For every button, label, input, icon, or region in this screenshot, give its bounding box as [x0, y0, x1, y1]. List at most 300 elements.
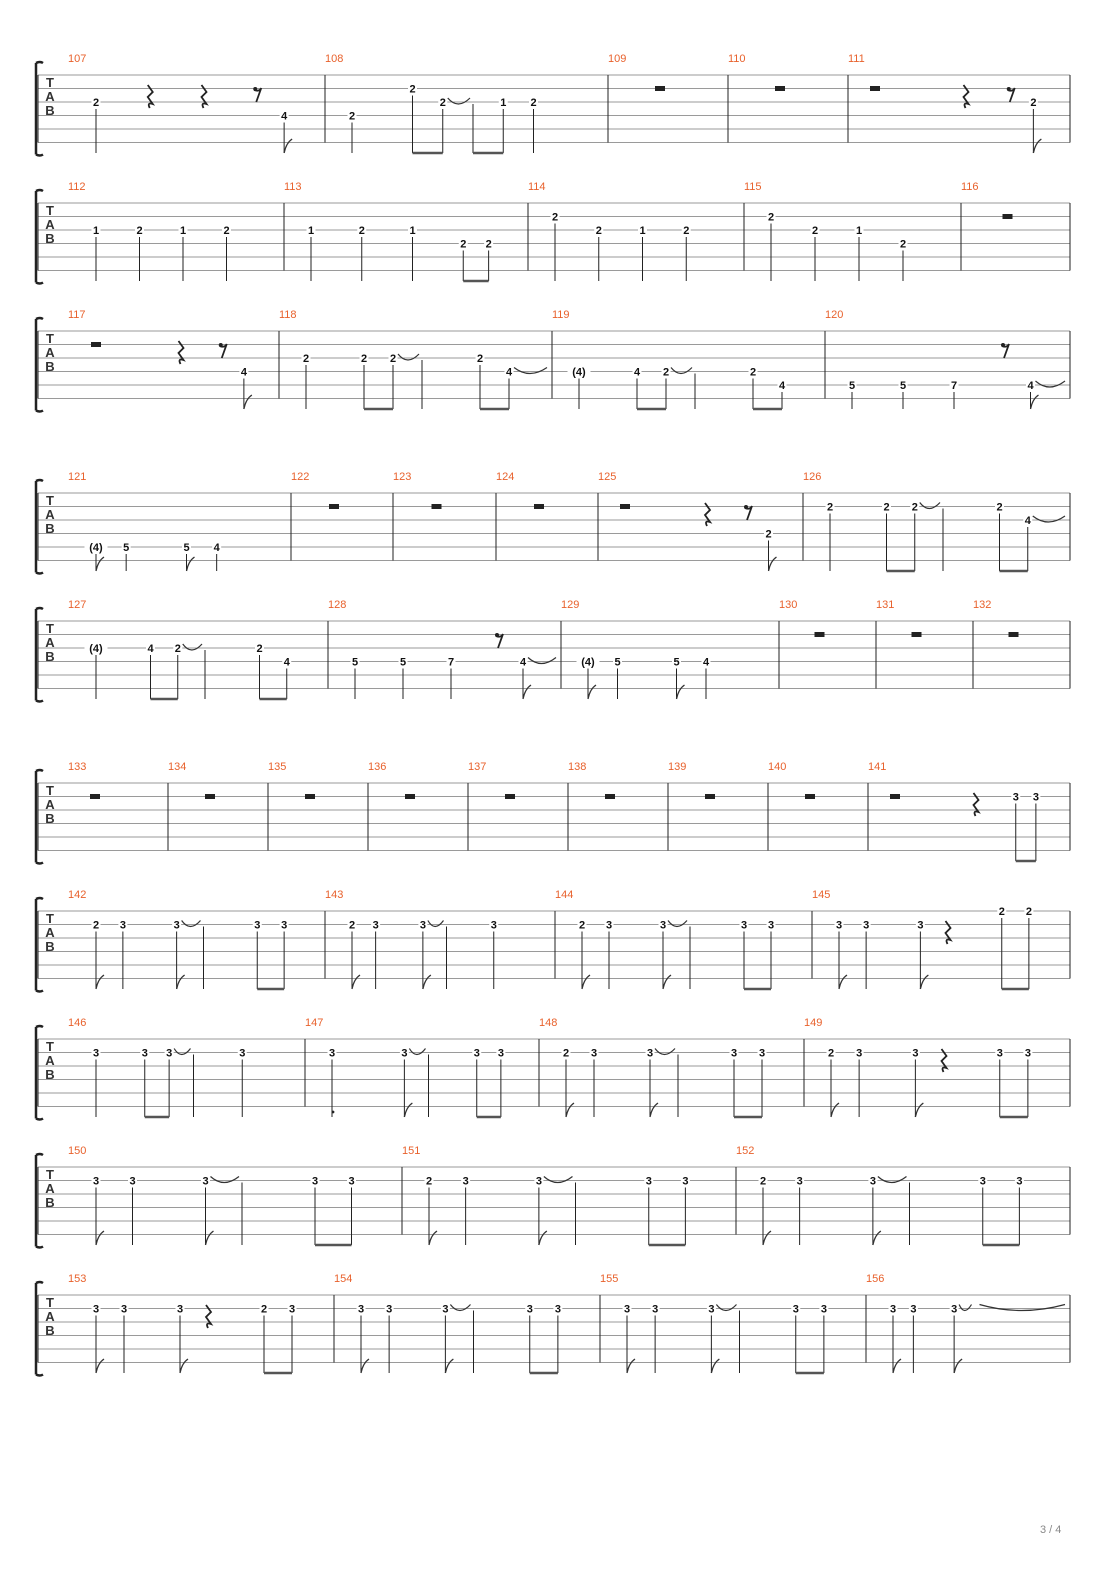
tie-arc	[716, 1305, 736, 1311]
tab-clef-letter: B	[45, 1195, 55, 1210]
measure	[334, 1273, 562, 1373]
tie-arc	[182, 921, 201, 927]
half-rest-block	[890, 794, 900, 799]
eighth-flag	[1031, 395, 1039, 409]
measure-number: 122	[291, 471, 310, 483]
fret-number: 3	[835, 919, 843, 932]
measure	[561, 599, 711, 699]
half-rest	[505, 794, 515, 799]
measure-number: 147	[305, 1017, 324, 1029]
fret-number: 3	[497, 1047, 504, 1060]
fret-number: 4	[778, 380, 786, 392]
fret-number: 2	[348, 110, 356, 123]
measure	[325, 889, 498, 989]
tab-clef-letter: B	[45, 103, 55, 118]
fret-number: 1	[855, 225, 863, 237]
tab-system	[36, 761, 1070, 864]
tab-system	[36, 309, 1070, 412]
measure-number: 133	[68, 761, 87, 773]
half-rest	[90, 794, 100, 799]
fret-number: 3	[92, 1047, 100, 1060]
tab-system	[36, 181, 1070, 284]
measure-number: 151	[402, 1145, 421, 1157]
fret-number: 1	[307, 225, 315, 237]
fret-number: 3	[605, 919, 613, 932]
tab-system	[36, 1273, 1070, 1376]
fret-number: 2	[765, 528, 772, 541]
measure-number: 153	[68, 1273, 87, 1285]
fret-number: 2	[92, 919, 100, 932]
fret-number: 3	[281, 919, 288, 932]
tab-clef-letter: T	[46, 493, 54, 508]
eighth-flag	[763, 1231, 771, 1245]
fret-number: 3	[863, 919, 870, 932]
half-rest-block	[912, 632, 922, 637]
fret-number: 3	[758, 1047, 766, 1060]
eighth-rest-stem	[1002, 344, 1009, 358]
tab-clef-letter: T	[46, 911, 54, 926]
measure	[728, 53, 785, 91]
measure-number: 149	[804, 1017, 823, 1029]
tie-arc	[1033, 516, 1065, 522]
fret-number: 3	[442, 1303, 449, 1316]
fret-number: 2	[92, 97, 100, 109]
measure	[598, 471, 777, 571]
fret-number: 3	[652, 1303, 659, 1316]
fret-number: 4	[283, 656, 290, 669]
eighth-flag	[539, 1231, 547, 1245]
fret-number: 5	[123, 542, 130, 554]
fret-number: 3	[659, 919, 667, 932]
fret-number: 4	[213, 542, 220, 554]
fret-number: 4	[505, 366, 513, 379]
fret-number: 3	[996, 1047, 1003, 1060]
measure	[284, 181, 493, 281]
measure	[68, 309, 252, 409]
measure	[600, 1273, 828, 1373]
fret-number: 4	[702, 656, 710, 669]
fret-number: 2	[578, 919, 586, 932]
measure	[68, 471, 221, 571]
eighth-flag	[677, 685, 685, 699]
measure-number: 115	[744, 181, 762, 193]
fret-number: 3	[708, 1303, 715, 1316]
half-rest	[329, 504, 339, 509]
eighth-flag	[873, 1231, 881, 1245]
measure-number: 134	[168, 761, 187, 773]
fret-number: 3	[645, 1175, 652, 1188]
eighth-flag	[1033, 139, 1041, 153]
fret-number: 3	[554, 1303, 561, 1316]
tab-clef-letter: T	[46, 783, 54, 798]
measure-number: 126	[803, 471, 822, 483]
measure-number: 136	[368, 761, 387, 773]
eighth-flag	[650, 1103, 658, 1117]
tie-arc	[671, 368, 692, 374]
fret-number: 3	[682, 1175, 689, 1188]
measure-number: 154	[334, 1273, 353, 1285]
fret-number: 3	[473, 1047, 480, 1060]
eighth-flag	[284, 139, 292, 153]
measure	[744, 181, 908, 281]
measure	[848, 53, 1041, 153]
eighth-flag	[244, 395, 252, 409]
eighth-rest-stem	[496, 634, 503, 648]
measure	[555, 889, 776, 989]
fret-number: 3	[646, 1047, 654, 1060]
half-rest	[534, 504, 544, 509]
fret-number: 2	[409, 83, 416, 96]
fret-number: 2	[827, 1047, 835, 1060]
fret-number: 2	[348, 919, 356, 932]
fret-number: 7	[950, 380, 958, 392]
fret-number: 1	[639, 225, 646, 237]
tab-clef-letter: T	[46, 1039, 54, 1054]
measure-number: 120	[825, 309, 844, 321]
fret-number: 2	[683, 225, 690, 237]
measure	[68, 1273, 297, 1373]
measure-number: 125	[598, 471, 617, 483]
measure-number: 129	[561, 599, 580, 611]
system-bracket	[36, 190, 43, 284]
tie-arc	[448, 98, 470, 104]
measure-number: 112	[68, 181, 86, 193]
tie-arc	[514, 368, 547, 374]
half-rest	[815, 632, 825, 637]
tab-clef-letter: A	[45, 797, 55, 812]
eighth-flag	[423, 975, 431, 989]
measure	[973, 599, 1019, 637]
system-bracket	[36, 318, 43, 412]
fret-number: 2	[389, 353, 397, 365]
measure	[668, 761, 715, 799]
fret-number: 3	[119, 919, 126, 932]
measure	[552, 309, 787, 409]
fret-number: 2	[998, 906, 1005, 918]
fret-number: 3	[92, 1175, 100, 1188]
fret-number: 3	[767, 919, 775, 932]
fret-number: 4	[633, 366, 641, 379]
fret-number: 3	[623, 1303, 631, 1316]
fret-number: 3	[590, 1047, 598, 1060]
measure-number: 140	[768, 761, 787, 773]
page-number: 3 / 4	[1040, 1524, 1062, 1536]
fret-number: 5	[899, 380, 907, 392]
half-rest-block	[505, 794, 515, 799]
fret-number: (4)	[572, 366, 586, 379]
fret-number: 2	[1030, 97, 1037, 109]
measure	[804, 1017, 1032, 1117]
fret-number: 3	[917, 919, 924, 932]
eighth-flag	[920, 975, 928, 989]
eighth-flag	[582, 975, 590, 989]
measure	[305, 1017, 505, 1117]
half-rest	[305, 794, 315, 799]
fret-number: 3	[1024, 1047, 1031, 1060]
measure-number: 139	[668, 761, 687, 773]
tab-clef-letter: A	[45, 925, 55, 940]
eighth-flag	[96, 975, 104, 989]
fret-number: 3	[490, 919, 497, 932]
half-rest	[870, 86, 880, 91]
half-rest	[405, 794, 415, 799]
fret-number: 3	[526, 1303, 533, 1316]
fret-number: 5	[399, 656, 407, 669]
fret-number: (4)	[89, 542, 103, 554]
fret-number: 3	[311, 1175, 319, 1188]
half-rest-block	[870, 86, 880, 91]
fret-number: 3	[979, 1175, 986, 1188]
tie-arc	[398, 354, 419, 360]
tab-clef-letter: A	[45, 635, 55, 650]
fret-number: 3	[730, 1047, 738, 1060]
eighth-flag	[769, 557, 777, 571]
system-bracket	[36, 770, 43, 864]
measure-number: 123	[393, 471, 412, 483]
eighth-flag	[187, 557, 195, 571]
eighth-flag	[445, 1359, 453, 1373]
measure-number: 113	[284, 181, 302, 193]
fret-number: 3	[1032, 791, 1039, 804]
fret-number: 5	[183, 542, 190, 554]
fret-number: 1	[500, 97, 507, 109]
measure-number: 121	[68, 471, 87, 483]
fret-number: 2	[911, 501, 918, 514]
measure	[496, 471, 544, 509]
eighth-flag	[627, 1359, 635, 1373]
tab-clef-letter: T	[46, 203, 54, 218]
fret-number: 3	[92, 1303, 100, 1316]
measure-number: 132	[973, 599, 992, 611]
fret-number: 2	[256, 643, 263, 655]
fret-number: 2	[595, 225, 602, 237]
measure	[402, 1145, 690, 1245]
measure-number: 118	[279, 309, 297, 321]
eighth-rest	[1007, 87, 1015, 102]
fret-number: 2	[476, 353, 484, 365]
measure-number: 144	[555, 889, 574, 901]
fret-number: 3	[910, 1303, 917, 1316]
tab-clef-letter: A	[45, 345, 55, 360]
half-rest-block	[705, 794, 715, 799]
fret-number: 3	[740, 919, 748, 932]
fret-number: 4	[240, 366, 247, 379]
half-rest-block	[1009, 632, 1019, 637]
eighth-flag	[523, 685, 531, 699]
measure	[608, 53, 665, 91]
fret-number: 1	[92, 225, 100, 237]
fret-number: 4	[1024, 515, 1031, 527]
fret-number: 3	[401, 1047, 408, 1060]
fret-number: 3	[889, 1303, 897, 1316]
fret-number: 2	[551, 211, 559, 224]
eighth-rest	[1001, 343, 1009, 358]
eighth-flag	[177, 975, 185, 989]
fret-number: 5	[351, 656, 359, 669]
eighth-flag	[954, 1359, 962, 1373]
measure-number: 155	[600, 1273, 619, 1285]
half-rest	[91, 342, 101, 347]
tie-arc	[668, 921, 687, 927]
measure-number: 148	[539, 1017, 558, 1029]
system-bracket	[36, 1026, 43, 1120]
measure-number: 146	[68, 1017, 87, 1029]
fret-number: 2	[811, 225, 819, 237]
fret-number: 3	[535, 1175, 542, 1188]
measure	[779, 599, 825, 637]
fret-number: 3	[120, 1303, 128, 1316]
measure-number: 124	[496, 471, 515, 483]
measure-number: 111	[848, 53, 865, 65]
fret-number: 3	[372, 919, 379, 932]
fret-number: 2	[1025, 906, 1032, 918]
tie-arc	[1036, 381, 1066, 387]
dot	[332, 1111, 335, 1114]
fret-number: 3	[129, 1175, 136, 1188]
tab-system	[36, 599, 1070, 702]
tab-clef-letter: A	[45, 89, 55, 104]
half-rest	[1003, 214, 1013, 219]
half-rest-block	[432, 504, 442, 509]
eighth-flag	[663, 975, 671, 989]
half-rest-block	[205, 794, 215, 799]
fret-number: (4)	[89, 643, 103, 655]
measure-number: 119	[552, 309, 570, 321]
tie-arc	[980, 1305, 1066, 1311]
fret-number: 3	[792, 1303, 799, 1316]
eighth-rest	[495, 633, 503, 648]
fret-number: 2	[360, 353, 368, 365]
measure	[368, 761, 415, 799]
measure	[876, 599, 922, 637]
half-rest-block	[605, 794, 615, 799]
half-rest	[205, 794, 215, 799]
measure	[279, 309, 547, 409]
half-rest	[1009, 632, 1019, 637]
half-rest	[605, 794, 615, 799]
tab-clef-letter: B	[45, 1067, 55, 1082]
tab-clef-letter: B	[45, 649, 55, 664]
eighth-rest-stem	[1008, 88, 1015, 102]
measure	[68, 181, 231, 281]
measure	[803, 471, 1065, 571]
eighth-flag	[206, 1231, 214, 1245]
measure	[539, 1017, 767, 1117]
measure-number: 152	[736, 1145, 755, 1157]
fret-number: 3	[419, 919, 426, 932]
measure	[736, 1145, 1024, 1245]
fret-number: 4	[519, 656, 527, 669]
measure-number: 150	[68, 1145, 87, 1157]
eighth-flag	[429, 1231, 437, 1245]
half-rest	[655, 86, 665, 91]
measure	[868, 761, 1040, 861]
fret-number: 3	[357, 1303, 365, 1316]
half-rest-block	[329, 504, 339, 509]
fret-number: 2	[662, 366, 670, 379]
eighth-rest-stem	[745, 506, 752, 520]
measure	[328, 599, 556, 699]
tab-clef-letter: B	[45, 359, 55, 374]
measure-number: 142	[68, 889, 87, 901]
measure-number: 114	[528, 181, 546, 193]
eighth-flag	[831, 1103, 839, 1117]
measure	[68, 599, 291, 699]
measure-number: 128	[328, 599, 347, 611]
fret-number: 2	[425, 1175, 433, 1188]
fret-number: 3	[856, 1047, 863, 1060]
tab-system	[36, 889, 1070, 992]
half-rest-block	[90, 794, 100, 799]
tab-clef-letter: B	[45, 939, 55, 954]
tie-arc	[544, 1177, 573, 1183]
fret-number: 3	[796, 1175, 803, 1188]
eighth-flag	[361, 1359, 369, 1373]
measure-number: 117	[68, 309, 86, 321]
measure-number: 127	[68, 599, 87, 611]
tab-system	[36, 1017, 1070, 1120]
tie-arc	[528, 658, 556, 664]
measure	[68, 1017, 247, 1117]
measure	[961, 181, 1013, 219]
fret-number: 3	[1012, 791, 1019, 804]
half-rest	[805, 794, 815, 799]
fret-number: 3	[328, 1047, 336, 1060]
measure-number: 109	[608, 53, 627, 65]
tab-system	[36, 1145, 1070, 1248]
tie-arc	[174, 1049, 190, 1055]
measure-number: 107	[68, 53, 87, 65]
tab-clef-letter: T	[46, 331, 54, 346]
tab-clef-letter: B	[45, 1323, 55, 1338]
fret-number: 2	[460, 238, 467, 251]
half-rest	[705, 794, 715, 799]
measure-number: 145	[812, 889, 831, 901]
tab-clef-letter: A	[45, 1309, 55, 1324]
eighth-rest	[253, 87, 261, 102]
fret-number: 2	[174, 643, 181, 655]
fret-number: 3	[869, 1175, 876, 1188]
half-rest-block	[805, 794, 815, 799]
measure	[68, 761, 100, 799]
measure	[825, 309, 1065, 409]
eighth-flag	[96, 1359, 104, 1373]
tab-clef-letter: T	[46, 75, 54, 90]
tab-clef-letter: B	[45, 811, 55, 826]
measure-number: 130	[779, 599, 798, 611]
tab-clef-letter: A	[45, 507, 55, 522]
measure	[68, 1145, 356, 1245]
system-bracket	[36, 608, 43, 702]
system-bracket	[36, 898, 43, 992]
eighth-flag	[588, 685, 596, 699]
fret-number: 2	[759, 1175, 767, 1188]
fret-number: 5	[673, 656, 680, 669]
system-bracket	[36, 62, 43, 156]
half-rest-block	[815, 632, 825, 637]
eighth-rest	[219, 343, 227, 358]
measure	[866, 1273, 1065, 1373]
system-bracket	[36, 1154, 43, 1248]
half-rest	[620, 504, 630, 509]
half-rest-block	[775, 86, 785, 91]
tab-system	[36, 53, 1070, 156]
measure-number: 135	[268, 761, 287, 773]
measure-number: 110	[728, 53, 746, 65]
half-rest-block	[620, 504, 630, 509]
fret-number: 3	[288, 1303, 296, 1316]
fret-number: 3	[239, 1047, 246, 1060]
